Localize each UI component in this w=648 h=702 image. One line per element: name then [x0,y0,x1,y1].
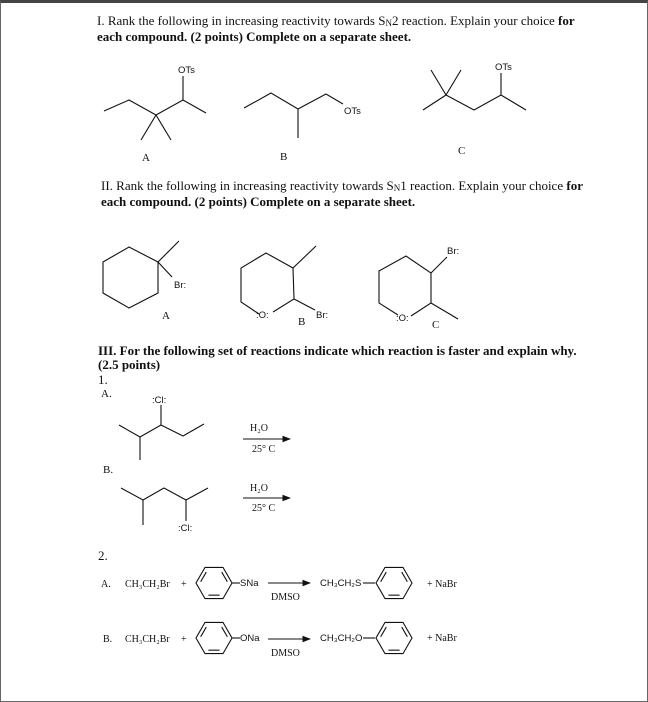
ots-group: OTs [495,62,512,73]
bromine-atom: Br: [174,280,187,291]
byproduct: + NaBr [427,633,457,644]
oxygen-atom: :O: [256,310,269,321]
conditions: 25° C [252,503,276,514]
reaction-1b-label: B. [103,464,114,476]
product: CH₃CH₂O [320,633,363,644]
nucleophile: SNa [240,578,259,589]
reaction-2a [101,567,457,603]
reactant: CH₃CH₂Br [125,634,170,645]
question-2-number: 2. [98,548,108,563]
compound-label: C [432,319,440,331]
bromine-atom: Br: [316,310,329,321]
molecule-2a [103,241,186,322]
solvent: DMSO [271,648,300,659]
product: CH₃CH₂S [320,578,362,589]
chlorine-atom: :Cl: [178,523,193,534]
compound-label: A [142,152,150,164]
section1-question-line1: I. Rank the following in increasing reactivity towards SN2 reaction. Explain your choice for [97,13,575,28]
ots-group: OTs [344,106,361,117]
compound-label: C [458,145,466,157]
reaction-label: A. [101,579,111,590]
compound-label: B [298,316,306,328]
reaction-1a-label: A. [101,388,112,400]
document-canvas [1,3,647,701]
chlorine-atom: :Cl: [152,395,167,406]
molecule-1b [244,93,361,163]
question-1-number: 1. [98,372,108,387]
reactant: CH₃CH₂Br [125,579,170,590]
reaction-1b [121,483,290,534]
plus-sign: + [181,634,187,645]
reaction-2b [103,622,457,659]
reagent: H₂O [250,483,268,494]
nucleophile: ONa [240,633,260,644]
reagent: H₂O [250,423,268,434]
molecule-1c [423,62,526,157]
section3-title: III. For the following set of reactions indicate which reaction is faster and explain why. [98,343,577,358]
oxygen-atom: :O: [396,313,409,324]
reaction-label: B. [103,634,113,645]
section2-question-line2: each compound. (2 points) Complete on a separate sheet. [101,194,416,209]
reaction-1a [119,395,290,460]
molecule-2b [241,246,328,328]
conditions: 25° C [252,444,276,455]
solvent: DMSO [271,592,300,603]
section3-points: (2.5 points) [98,357,161,372]
molecule-1a [104,65,206,164]
compound-label: A [162,310,170,322]
benzene-ring [376,567,412,598]
bromine-atom: Br: [447,246,460,257]
molecule-2c [379,246,459,331]
benzene-ring [196,622,232,653]
section2-question-line1: II. Rank the following in increasing reactivity towards SN1 reaction. Explain your choice for [101,178,583,193]
byproduct: + NaBr [427,579,457,590]
plus-sign: + [181,579,187,590]
compound-label: B [280,151,288,163]
section1-question-line2: each compound. (2 points) Complete on a separate sheet. [97,29,412,44]
benzene-ring [196,567,232,598]
ots-group: OTs [178,65,195,76]
benzene-ring [376,622,412,653]
